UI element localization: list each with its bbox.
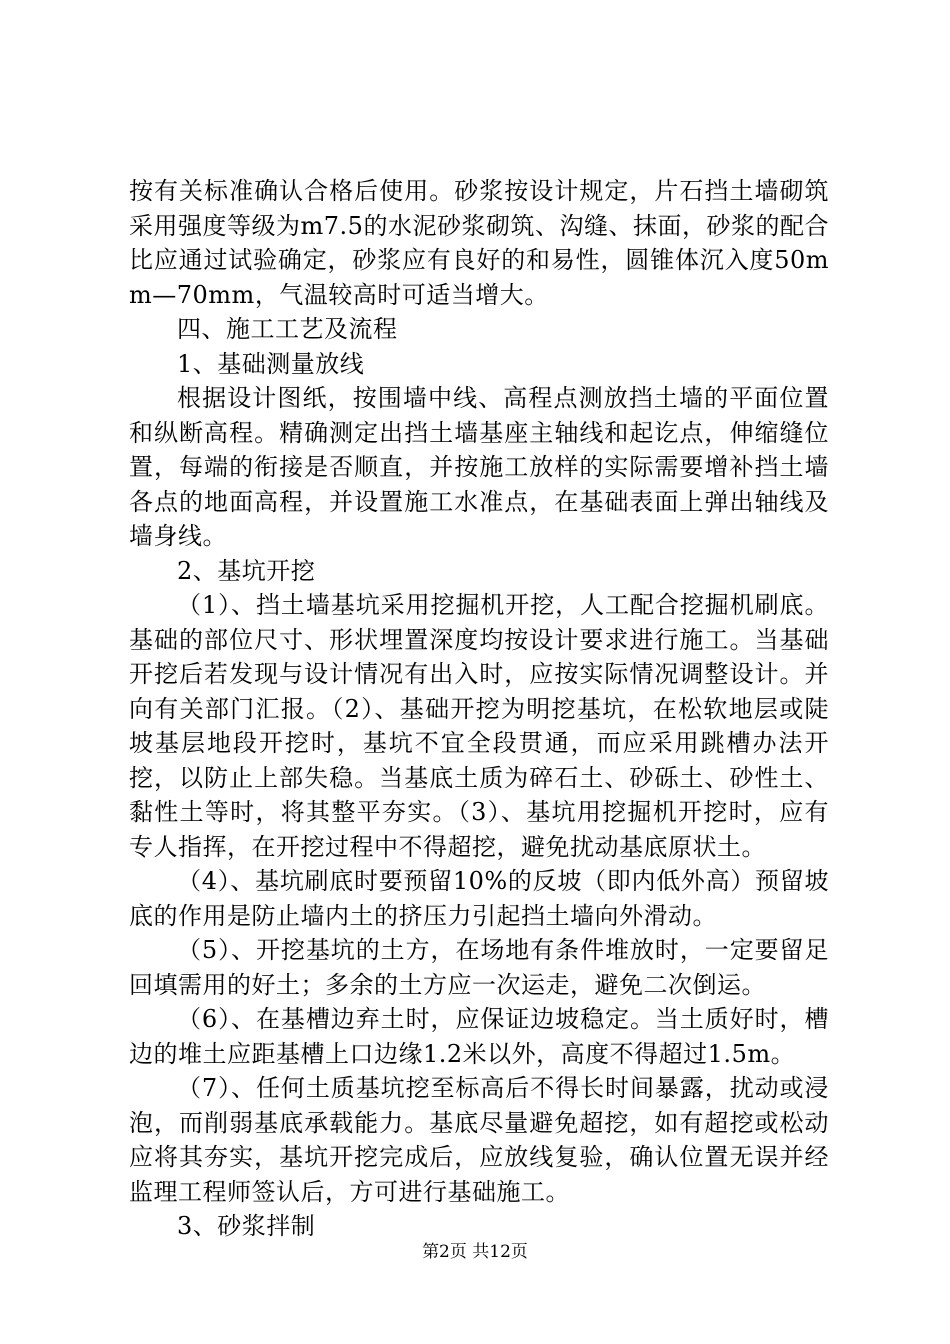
- paragraph-excavation-4: （4）、基坑刷底时要预留10%的反坡（即内低外高）预留坡底的作用是防止墙内土的挤压力引起挡土墙向外滑动。: [129, 867, 829, 930]
- subheading-survey-layout: 1、基础测量放线: [177, 349, 365, 378]
- document-body: [129, 174, 829, 1244]
- page-footer: [0, 1241, 950, 1263]
- paragraph-mortar-spec: 按有关标准确认合格后使用。砂浆按设计规定，片石挡土墙砌筑采用强度等级为m7.5的水泥砂浆砌筑、沟缝、抹面，砂浆的配合比应通过试验确定，砂浆应有良好的和易性，圆锥体沉入度50mm—70mm，气温较高时可适当增大。: [129, 177, 829, 309]
- paragraph-excavation-6: （6）、在基槽边弃土时，应保证边坡稳定。当土质好时，槽边的堆土应距基槽上口边缘1.2米以外，高度不得超过1.5m。: [129, 1005, 829, 1068]
- page-number: 第2页 共12页: [422, 1242, 528, 1262]
- paragraph-excavation-5: （5）、开挖基坑的土方，在场地有条件堆放时，一定要留足回填需用的好土；多余的土方应一次运走，避免二次倒运。: [129, 936, 829, 999]
- paragraph-excavation-7: （7）、任何土质基坑挖至标高后不得长时间暴露，扰动或浸泡，而削弱基底承载能力。基底尽量避免超挖，如有超挖或松动应将其夯实，基坑开挖完成后，应放线复验，确认位置无误并经监理工程师签认后，方可进行基础施工。: [129, 1074, 829, 1206]
- paragraph-excavation-1-3: （1）、挡土墙基坑采用挖掘机开挖，人工配合挖掘机刷底。基础的部位尺寸、形状埋置深度均按设计要求进行施工。当基础开挖后若发现与设计情况有出入时，应按实际情况调整设计。并向有关部门汇报。（2）、基础开挖为明挖基坑，在松软地层或陡坡基层地段开挖时，基坑不宜全段贯通，而应采用跳槽办法开挖，以防止上部失稳。当基底土质为碎石土、砂砾土、砂性土、黏性土等时，将其整平夯实。（3）、基坑用挖掘机开挖时，应有专人指挥，在开挖过程中不得超挖，避免扰动基底原状土。: [129, 591, 829, 861]
- section-heading-process: 四、施工工艺及流程: [177, 315, 398, 343]
- paragraph-survey-layout: 根据设计图纸，按围墙中线、高程点测放挡土墙的平面位置和纵断高程。精确测定出挡土墙基座主轴线和起讫点，伸缩缝位置，每端的衔接是否顺直，并按施工放样的实际需要增补挡土墙各点的地面高程，并设置施工水准点，在基础表面上弹出轴线及墙身线。: [129, 384, 829, 550]
- subheading-excavation: 2、基坑开挖: [177, 556, 316, 585]
- subheading-mortar-mixing: 3、砂浆拌制: [177, 1212, 316, 1240]
